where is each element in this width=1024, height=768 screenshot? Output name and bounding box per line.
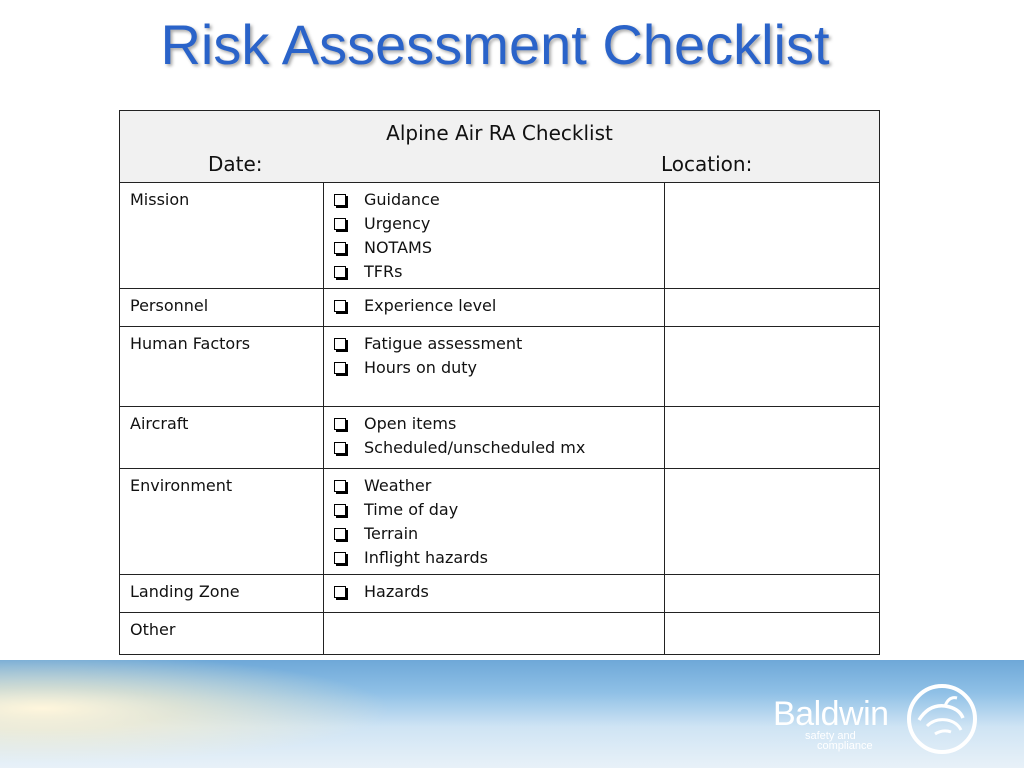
page-title: Risk Assessment Checklist — [160, 13, 830, 76]
checklist-items — [334, 332, 664, 380]
checklist-item[interactable] — [334, 356, 664, 380]
checklist-item-label: Experience level — [363, 296, 497, 315]
category-cell: Aircraft — [120, 407, 324, 469]
checklist-item[interactable] — [334, 546, 664, 570]
table-row — [120, 613, 880, 655]
checkbox-icon[interactable] — [334, 300, 346, 312]
checkbox-icon[interactable] — [334, 218, 346, 230]
checklist-item-label: Open items — [363, 414, 457, 433]
table-row — [120, 327, 880, 407]
checklist-item[interactable] — [334, 294, 664, 318]
checklist-item-label: Inflight hazards — [363, 548, 488, 567]
checklist-item[interactable] — [334, 580, 664, 604]
table-header-row — [120, 111, 880, 183]
logo-tagline-1: safety and — [805, 730, 856, 742]
checklist-item[interactable] — [334, 498, 664, 522]
checklist-items — [334, 580, 664, 604]
notes-cell[interactable] — [664, 613, 879, 655]
checkbox-icon[interactable] — [334, 266, 346, 278]
notes-cell[interactable] — [664, 289, 879, 327]
checklist-item[interactable] — [334, 260, 664, 284]
table-row — [120, 575, 880, 613]
category-cell: Environment — [120, 469, 324, 575]
checklist-item-label: Weather — [363, 476, 432, 495]
checklist-item-label: Hours on duty — [363, 358, 477, 377]
checklist-items — [334, 294, 664, 318]
notes-cell[interactable] — [664, 469, 879, 575]
checklist-item-label: Scheduled/unscheduled mx — [363, 438, 586, 457]
checklist-item-label: Fatigue assessment — [363, 334, 523, 353]
baldwin-logo — [773, 697, 889, 751]
checklist-item-label: Terrain — [363, 524, 419, 543]
checkbox-icon[interactable] — [334, 586, 346, 598]
checklist-item[interactable] — [334, 212, 664, 236]
checkbox-icon[interactable] — [334, 442, 346, 454]
category-cell: Mission — [120, 183, 324, 289]
table-header — [120, 111, 880, 183]
checklist-items-cell — [323, 613, 664, 655]
checklist-item-label: Hazards — [363, 582, 429, 601]
checkbox-icon[interactable] — [334, 338, 346, 350]
checklist-items-cell — [323, 327, 664, 407]
sun-glow — [0, 660, 420, 768]
checkbox-icon[interactable] — [334, 480, 346, 492]
checkbox-icon[interactable] — [334, 504, 346, 516]
date-label: Date: — [208, 152, 263, 176]
table-row — [120, 183, 880, 289]
checkbox-icon[interactable] — [334, 194, 346, 206]
checklist-item[interactable] — [334, 436, 664, 460]
checklist-items-cell — [323, 575, 664, 613]
baldwin-emblem-icon — [905, 682, 979, 756]
checklist-item[interactable] — [334, 412, 664, 436]
checklist-items — [334, 188, 664, 284]
table-row — [120, 407, 880, 469]
logo-tagline-2: compliance — [817, 740, 873, 752]
risk-checklist-table — [119, 110, 880, 655]
checkbox-icon[interactable] — [334, 362, 346, 374]
notes-cell[interactable] — [664, 407, 879, 469]
checklist-title: Alpine Air RA Checklist — [386, 121, 613, 145]
checklist-item[interactable] — [334, 522, 664, 546]
checklist-item-label: NOTAMS — [363, 238, 432, 257]
checkbox-icon[interactable] — [334, 418, 346, 430]
category-cell: Personnel — [120, 289, 324, 327]
checkbox-icon[interactable] — [334, 242, 346, 254]
checklist-items-cell — [323, 407, 664, 469]
notes-cell[interactable] — [664, 575, 879, 613]
checklist-items — [334, 412, 664, 460]
checklist-item-label: Urgency — [363, 214, 431, 233]
category-cell: Other — [120, 613, 324, 655]
table-row — [120, 469, 880, 575]
checklist-item[interactable] — [334, 236, 664, 260]
checklist-item-label: Guidance — [363, 190, 440, 209]
category-cell: Landing Zone — [120, 575, 324, 613]
checklist-items-cell — [323, 289, 664, 327]
notes-cell[interactable] — [664, 183, 879, 289]
checkbox-icon[interactable] — [334, 552, 346, 564]
location-label: Location: — [661, 152, 753, 176]
notes-cell[interactable] — [664, 327, 879, 407]
checklist-items-cell — [323, 469, 664, 575]
category-cell: Human Factors — [120, 327, 324, 407]
logo-name: Baldwin — [773, 695, 889, 733]
checklist-item[interactable] — [334, 474, 664, 498]
table-row — [120, 289, 880, 327]
checklist-item-label: Time of day — [363, 500, 459, 519]
checklist-item-label: TFRs — [363, 262, 403, 281]
checklist-items — [334, 474, 664, 570]
checklist-items-cell — [323, 183, 664, 289]
checklist-item[interactable] — [334, 332, 664, 356]
checklist-item[interactable] — [334, 188, 664, 212]
checkbox-icon[interactable] — [334, 528, 346, 540]
